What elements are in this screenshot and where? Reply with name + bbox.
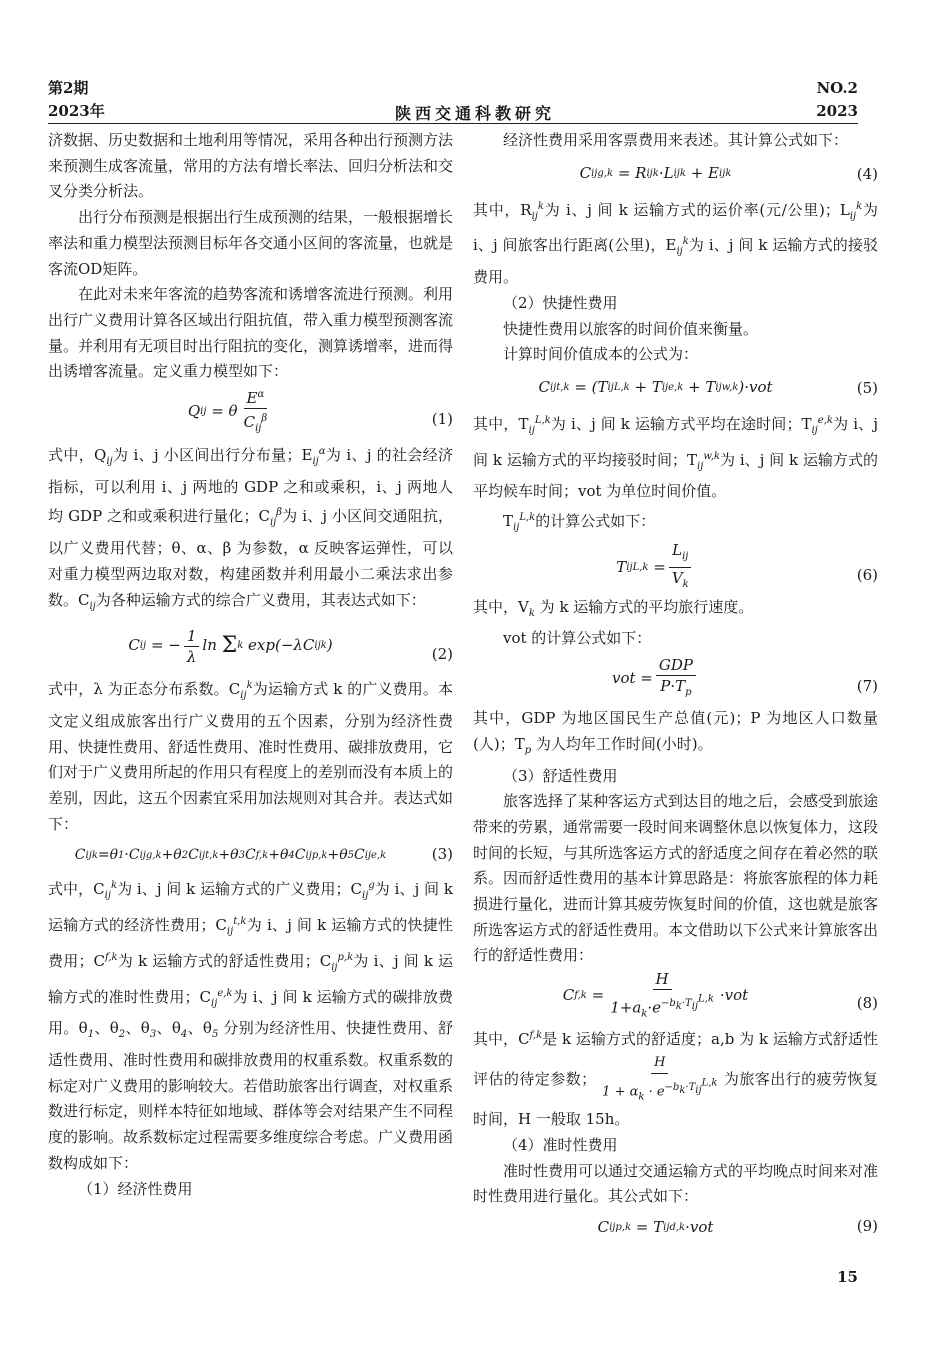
equation-number: (2) (431, 644, 453, 663)
paragraph (473, 1023, 878, 1133)
equation-2: C ij = − $\frac{1}{\lambda}$ ln Σ k exp(−λC ij k ) (2) (128, 626, 453, 666)
paragraph: 式中，λ 为正态分布系数。$C_{ij}^k$为运输方式 k 的广义费用。本文定义组成旅客出行广义费用的五个因素，分别为经济性费用、快捷性费用、舒适性费用、准时性费用、碳排放费用，它们对于广义费用所起的作用只有程度上的差别而没有本质上的差别，因此，这五个因素宜采用加法规则对其合并。表达式如下： (48, 680, 454, 833)
equation-7: vot = $\frac{\text{GDP}}{P\cdot T_p}$ (7) (612, 656, 878, 699)
equation-number: (4) (856, 165, 878, 183)
equation-number: (6) (856, 566, 878, 585)
section-heading: （2）快捷性费用 (503, 293, 618, 312)
paragraph: 其中，$V_k$ 为 k 运输方式的平均旅行速度。 (473, 597, 754, 619)
paragraph: 其中，$R_{ij}^k$为 i、j 间 k 运输方式的运价率(元/公里)；$L_{ij}^k$为 i、j 间旅客出行距离(公里)，$E_{ij}^k$为 i、j 间 k 运输方式的接驳费用。 (473, 200, 878, 287)
paragraph: 在此对未来年客流的趋势客流和诱增客流进行预测。利用出行广义费用计算各区域出行阻抗值，带入重力模型预测客流量。并利用有无项目时出行阻抗的变化，测算诱增率，进而得出诱增客流量。定义重力模型如下： (48, 285, 454, 381)
header-rule (48, 123, 858, 124)
equation-number: (3) (431, 844, 453, 863)
equation-3: C ij k =θ 1 ·C ij g,k +θ 2 C ij t,k +θ 3 C f,k +θ 4 C ij p,k +θ 5 C ij e,k (3) (48, 839, 453, 871)
paragraph: 济数据、历史数据和土地利用等情况，采用各种出行预测方法来预测生成客流量，常用的方法有增长率法、回归分析法和交叉分类分析法。 (48, 131, 454, 201)
paragraph: 式中，$Q_{ij}$为 i、j 小区间出行分布量；$E_{ij}^\alpha$为 i、j 的社会经济指标，可以利用 i、j 两地的 GDP 之和或乘积，i、j 两地人均 GDP 之和或乘积进行量化；$C_{ij}^\beta$为 i、j 小区间交通阻抗，以广义费用代替；θ、α、β 为参数，α 反映客运弹性，可以对重力模型两边取对数，构建函数并利用最小二乘法求出参数。$C_{ij}$为各种运输方式的综合广义费用，其表达式如下： (48, 446, 453, 612)
equation-4: C ij g,k = R ij k ·L ij k + E ij k (4) (473, 156, 878, 192)
section-heading: （4）准时性费用 (503, 1135, 618, 1154)
issue-cn: 第2期 (48, 79, 89, 97)
equation-number: (8) (856, 994, 878, 1013)
equation-number: (7) (856, 677, 878, 696)
paragraph: 其中，$T_{ij}^{L,k}$为 i、j 间 k 运输方式平均在途时间；$T_{ij}^{e,k}$为 i、j 间 k 运输方式的平均接驳时间；$T_{ij}^{w,k}$为 i、j 间 k 运输方式的平均候车时间；vot 为单位时间价值。 (473, 414, 878, 501)
year-en: 2023 (816, 102, 858, 120)
equation-5: C ij t,k = (T ij L,k + T ij e,k + T ij w,k )·vot (5) (473, 370, 878, 406)
paragraph: 准时性费用可以通过交通运输方式的平均晚点时间来对准时性费用进行量化。其公式如下： (473, 1161, 879, 1206)
page-number: 15 (837, 1268, 858, 1286)
paragraph: 出行分布预测是根据出行生成预测的结果，一般根据增长率法和重力模型法预测目标年各交通小区间的客流量，也就是客流OD矩阵。 (48, 208, 454, 278)
equation-6: T ij L,k = $\frac{L_{ij}}{V_k}$ (6) (616, 541, 878, 591)
paragraph: vot 的计算公式如下： (503, 629, 652, 648)
paragraph: 旅客选择了某种客运方式到达目的地之后，会感受到旅途带来的劳累，通常需要一段时间来调整休息以恢复体力，这段时间的长短，与其所选客运方式的舒适度之间存在着必然的联系。因而舒适性费用的基本计算思路是：将旅客旅程的体力耗损进行量化，进而计算其疲劳恢复时间的价值，这也就是旅客所选客运方式的舒适性费用。本文借助以下公式来计算旅客出行的舒适性费用： (473, 792, 879, 965)
equation-8: C f,k = $\frac{H}{1+a_k\cdot e^{-b_k\cdot T_{ij}^{L,k}}}$ ·vot (8) (562, 969, 878, 1019)
equation-1: Q ij = θ $\frac{E^\alpha}{C_{ij}^\beta}$ (1) (48, 387, 453, 437)
paragraph: 式中，$C_{ij}^k$为 i、j 间 k 运输方式的广义费用；$C_{ij}^g$为 i、j 间 k 运输方式的经济性费用；$C_{ij}^{t,k}$为 i、j 间 k 运输方式的快捷性费用；C$^{f,k}$为 k 运输方式的舒适性费用；$C_{ij}^{p,k}$为 i、j 间 k 运输方式的准时性费用；$C_{ij}^{e,k}$为 i、j 间 k 运输方式的碳排放费用。$\theta_1$、$\theta_2$、$\theta_3$、$\theta_4$、$\theta_5$ 分别为经济性用、快捷性费用、舒适性费用、准时性费用和碳排放费用的权重系数。权重系数的标定对广义费用的影响较大。若借助旅客出行调查，对权重系数进行标定，则样本特征如地域、群体等会对结果产生不同程度的影响。故系数标定过程需要多维度综合考虑。广义费用函数构成如下： (48, 880, 454, 1172)
paragraph: 其中，GDP 为地区国民生产总值(元)；P 为地区人口数量(人)；$T_p$ 为人均年工作时间(小时)。 (473, 709, 878, 756)
equation-number: (5) (856, 379, 878, 398)
issue-en: NO.2 (816, 79, 858, 97)
equation-9: C ij p,k = T ij d,k ·vot (9) (473, 1212, 878, 1244)
inline-fraction: $\frac{H}{1 + \alpha_k \cdot e^{-b_k\cdot T_{ij}^{L,k}}}$ (602, 1054, 718, 1103)
paragraph: 经济性费用采用客票费用来表述。其计算公式如下： (503, 131, 849, 149)
journal-title: 陕西交通科教研究 (394, 104, 555, 123)
section-heading: （1）经济性费用 (78, 1179, 193, 1198)
year-cn: 2023年 (48, 102, 105, 120)
right-column (473, 128, 878, 1246)
equation-number: (9) (856, 1217, 878, 1236)
paragraph: 计算时间价值成本的公式为： (503, 345, 699, 364)
paragraph: $T_{ij}^{L,k}$的计算公式如下： (503, 512, 656, 534)
section-heading: （3）舒适性费用 (503, 766, 618, 785)
equation-number: (1) (431, 410, 453, 429)
paragraph-part: 其中，C$^{f,k}$是 k 运输方式的舒适度；a,b 为 k 运输方式舒适性评估的待定参数； (473, 1030, 878, 1088)
paragraph-part: 为旅客出行的疲劳恢复时间，H 一般取 15h。 (473, 1070, 878, 1129)
left-column (48, 128, 453, 1202)
paragraph: 快捷性费用以旅客的时间价值来衡量。 (503, 319, 759, 338)
